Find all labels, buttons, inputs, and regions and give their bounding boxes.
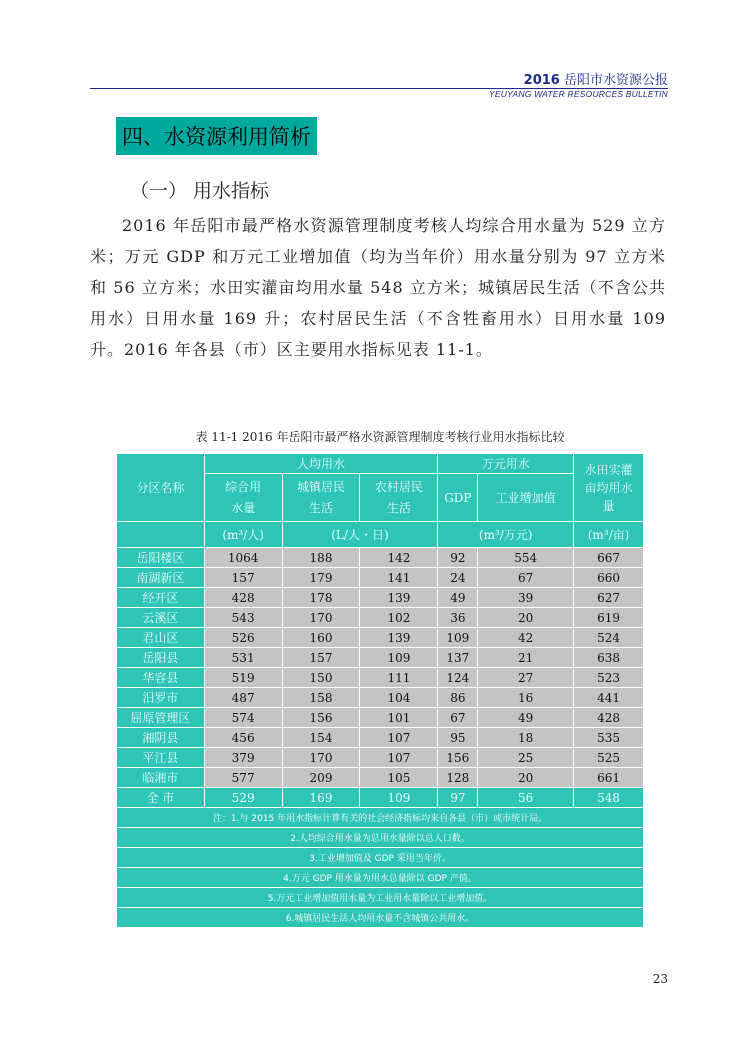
region-name: 湘阴县 bbox=[117, 728, 205, 748]
table-cell: 428 bbox=[204, 588, 282, 608]
table-cell: 139 bbox=[360, 628, 438, 648]
region-name: 汨罗市 bbox=[117, 688, 205, 708]
table-cell: 531 bbox=[204, 648, 282, 668]
table-cell: 67 bbox=[478, 568, 574, 588]
water-use-table bbox=[116, 453, 644, 928]
table-cell: 67 bbox=[438, 708, 478, 728]
note-row bbox=[117, 908, 644, 928]
table-cell: 109 bbox=[438, 628, 478, 648]
header-urban bbox=[282, 474, 360, 522]
region-name: 经开区 bbox=[117, 588, 205, 608]
header-total-use bbox=[204, 474, 282, 522]
table-caption: 表 11-1 2016 年岳阳市最严格水资源管理制度考核行业用水指标比较 bbox=[195, 430, 565, 444]
table-cell: 525 bbox=[574, 748, 644, 768]
unit-paddy: (m³/亩) bbox=[574, 522, 644, 548]
table-cell: 554 bbox=[478, 548, 574, 568]
table-cell: 160 bbox=[282, 628, 360, 648]
table-cell: 1064 bbox=[204, 548, 282, 568]
note-text: 6.城镇居民生活人均用水量不含城镇公共用水。 bbox=[117, 908, 644, 928]
region-name: 岳阳县 bbox=[117, 648, 205, 668]
table-row bbox=[117, 588, 644, 608]
note-text: 注：1.与 2015 年用水指标计算有关的社会经济指标均来自各县（市）或市统计局。 bbox=[117, 808, 644, 828]
header-year: 2016 bbox=[523, 73, 560, 88]
table-cell: 16 bbox=[478, 688, 574, 708]
header-paddy-text: 水田实灌亩均用水量 bbox=[584, 462, 633, 513]
table-cell: 124 bbox=[438, 668, 478, 688]
table-cell: 139 bbox=[360, 588, 438, 608]
section-title: 四、水资源利用简析 bbox=[116, 117, 317, 155]
table-cell: 170 bbox=[282, 748, 360, 768]
table-cell: 667 bbox=[574, 548, 644, 568]
note-row bbox=[117, 808, 644, 828]
header-subtitle: YEUYANG WATER RESOURCES BULLETIN bbox=[489, 89, 668, 99]
unit-daily: (L/人・日) bbox=[282, 522, 438, 548]
region-name: 南湖新区 bbox=[117, 568, 205, 588]
table-row bbox=[117, 728, 644, 748]
total-cell: 109 bbox=[360, 788, 438, 808]
table-cell: 428 bbox=[574, 708, 644, 728]
table-cell: 157 bbox=[204, 568, 282, 588]
table-cell: 42 bbox=[478, 628, 574, 648]
table-cell: 27 bbox=[478, 668, 574, 688]
table-cell: 49 bbox=[438, 588, 478, 608]
unit-per-capita: (m³/人) bbox=[204, 522, 282, 548]
table-cell: 523 bbox=[574, 668, 644, 688]
body-paragraph bbox=[90, 210, 666, 365]
table-cell: 107 bbox=[360, 728, 438, 748]
region-name: 临湘市 bbox=[117, 768, 205, 788]
region-name: 君山区 bbox=[117, 628, 205, 648]
table-row bbox=[117, 608, 644, 628]
note-row bbox=[117, 888, 644, 908]
table-cell: 39 bbox=[478, 588, 574, 608]
table-cell: 20 bbox=[478, 768, 574, 788]
table-cell: 137 bbox=[438, 648, 478, 668]
header-region: 分区名称 bbox=[117, 454, 205, 522]
note-row bbox=[117, 828, 644, 848]
table-row bbox=[117, 768, 644, 788]
table-cell: 487 bbox=[204, 688, 282, 708]
header-paddy bbox=[574, 454, 644, 522]
table-row bbox=[117, 548, 644, 568]
page-number: 23 bbox=[652, 972, 668, 986]
table-cell: 619 bbox=[574, 608, 644, 628]
region-name: 屈原管理区 bbox=[117, 708, 205, 728]
table-cell: 86 bbox=[438, 688, 478, 708]
table-cell: 36 bbox=[438, 608, 478, 628]
table-cell: 18 bbox=[478, 728, 574, 748]
table-row bbox=[117, 648, 644, 668]
table-row bbox=[117, 628, 644, 648]
unit-wanyuan: (m³/万元) bbox=[438, 522, 574, 548]
header-rural-text: 农村居民生活 bbox=[374, 479, 423, 515]
table-cell: 627 bbox=[574, 588, 644, 608]
table-cell: 20 bbox=[478, 608, 574, 628]
table-cell: 209 bbox=[282, 768, 360, 788]
table-cell: 21 bbox=[478, 648, 574, 668]
total-row bbox=[117, 788, 644, 808]
header-title bbox=[524, 69, 668, 88]
region-name: 岳阳楼区 bbox=[117, 548, 205, 568]
table-cell: 142 bbox=[360, 548, 438, 568]
table-cell: 156 bbox=[282, 708, 360, 728]
table-cell: 154 bbox=[282, 728, 360, 748]
header-per-capita: 人均用水 bbox=[204, 454, 438, 474]
table-cell: 102 bbox=[360, 608, 438, 628]
table-cell: 104 bbox=[360, 688, 438, 708]
subsection-title: （一） 用水指标 bbox=[130, 180, 270, 202]
table-row bbox=[117, 708, 644, 728]
table-cell: 150 bbox=[282, 668, 360, 688]
table-cell: 524 bbox=[574, 628, 644, 648]
table-cell: 95 bbox=[438, 728, 478, 748]
table-cell: 526 bbox=[204, 628, 282, 648]
table-cell: 101 bbox=[360, 708, 438, 728]
note-text: 2.人均综合用水量为总用水量除以总人口数。 bbox=[117, 828, 644, 848]
table-cell: 178 bbox=[282, 588, 360, 608]
table-cell: 109 bbox=[360, 648, 438, 668]
table-cell: 519 bbox=[204, 668, 282, 688]
table-row bbox=[117, 748, 644, 768]
region-name: 华容县 bbox=[117, 668, 205, 688]
table-cell: 49 bbox=[478, 708, 574, 728]
table-cell: 456 bbox=[204, 728, 282, 748]
region-name: 平江县 bbox=[117, 748, 205, 768]
table-cell: 188 bbox=[282, 548, 360, 568]
table-cell: 638 bbox=[574, 648, 644, 668]
table-row bbox=[117, 688, 644, 708]
note-text: 5.万元工业增加值用水量为工业用水量除以工业增加值。 bbox=[117, 888, 644, 908]
table-cell: 158 bbox=[282, 688, 360, 708]
table-cell: 379 bbox=[204, 748, 282, 768]
note-text: 4.万元 GDP 用水量为用水总量除以 GDP 产值。 bbox=[117, 868, 644, 888]
total-cell: 169 bbox=[282, 788, 360, 808]
total-cell: 97 bbox=[438, 788, 478, 808]
table-cell: 441 bbox=[574, 688, 644, 708]
table-cell: 25 bbox=[478, 748, 574, 768]
table-cell: 535 bbox=[574, 728, 644, 748]
table-cell: 574 bbox=[204, 708, 282, 728]
total-label: 全 市 bbox=[117, 788, 205, 808]
table-cell: 105 bbox=[360, 768, 438, 788]
table-cell: 543 bbox=[204, 608, 282, 628]
table-cell: 141 bbox=[360, 568, 438, 588]
table-cell: 660 bbox=[574, 568, 644, 588]
table-cell: 107 bbox=[360, 748, 438, 768]
table-row bbox=[117, 568, 644, 588]
header-rural bbox=[360, 474, 438, 522]
header-title-text: 岳阳市水资源公报 bbox=[563, 73, 668, 88]
table-cell: 92 bbox=[438, 548, 478, 568]
table-cell: 577 bbox=[204, 768, 282, 788]
table-cell: 24 bbox=[438, 568, 478, 588]
table-cell: 128 bbox=[438, 768, 478, 788]
header-wanyuan: 万元用水 bbox=[438, 454, 574, 474]
header-industry: 工业增加值 bbox=[478, 474, 574, 522]
table-cell: 661 bbox=[574, 768, 644, 788]
table-cell: 179 bbox=[282, 568, 360, 588]
table-cell: 156 bbox=[438, 748, 478, 768]
note-text: 3.工业增加值及 GDP 采用当年价。 bbox=[117, 848, 644, 868]
note-row bbox=[117, 868, 644, 888]
table-row bbox=[117, 668, 644, 688]
table-cell: 170 bbox=[282, 608, 360, 628]
table-cell: 157 bbox=[282, 648, 360, 668]
region-name: 云溪区 bbox=[117, 608, 205, 628]
table-cell: 111 bbox=[360, 668, 438, 688]
unit-blank bbox=[117, 522, 205, 548]
header-total-use-text: 综合用水量 bbox=[225, 479, 262, 515]
header-urban-text: 城镇居民生活 bbox=[296, 479, 345, 515]
total-cell: 529 bbox=[204, 788, 282, 808]
paragraph-text: 2016 年岳阳市最严格水资源管理制度考核人均综合用水量为 529 立方米；万元 GDP 和万元工业增加值（均为当年价）用水量分别为 97 立方米和 56 立方米；水田实灌亩均用水量 548 立方米；城镇居民生活（不含公共用水）日用水量 169 升；农村居民生活（不含牲畜用水）日用水量 109 升。2016 年各县（市）区主要用水指标见表 11-1。 bbox=[90, 216, 666, 359]
header-gdp: GDP bbox=[438, 474, 478, 522]
total-cell: 548 bbox=[574, 788, 644, 808]
total-cell: 56 bbox=[478, 788, 574, 808]
note-row bbox=[117, 848, 644, 868]
